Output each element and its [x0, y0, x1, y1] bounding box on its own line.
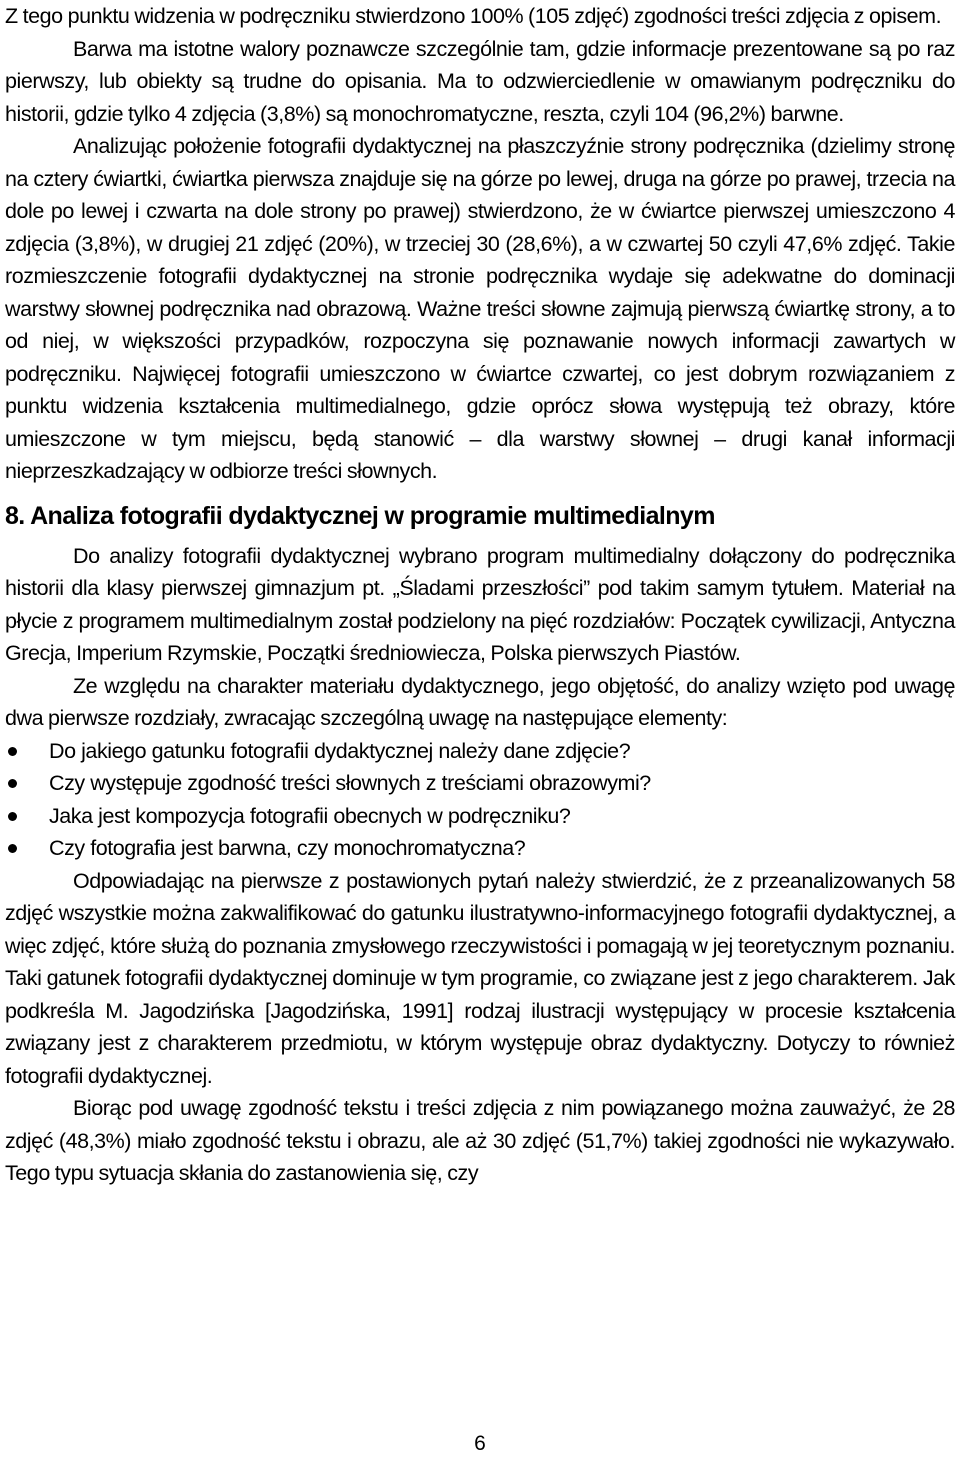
list-item	[5, 735, 955, 768]
paragraph-continuation: Z tego punktu widzenia w podręczniku stwierdzono 100% (105 zdjęć) zgodności treści zdjęcia z opisem.	[5, 4, 942, 28]
paragraph-program-intro: Do analizy fotografii dydaktycznej wybrano program multimedialny dołączony do podręcznika historii dla klasy pierwszej gimnazjum pt. „Śladami przeszłości” pod takim samym tytułem. Materiał na płycie z programem multimedialnym został podzielony na pięć rozdziałów: Początek cywilizacji, Antyczna Grecja, Imperium Rzymskie, Początki średniowiecza, Polska pierwszych Piastów.	[5, 543, 955, 665]
bullet-icon	[8, 779, 17, 788]
page-number: 6	[474, 1432, 486, 1455]
question-text: Do jakiego gatunku fotografii dydaktycznej należy dane zdjęcie?	[49, 738, 631, 763]
list-item	[5, 767, 955, 800]
paragraph-placement: Analizując położenie fotografii dydaktycznej na płaszczyźnie strony podręcznika (dzielimy stronę na cztery ćwiartki, ćwiartka pierwsza znajduje się na górze po lewej, druga na górze po prawej, trzecia na dole po lewej i czwarta na dole strony po prawej) stwierdzono, że w ćwiartce pierwszej umieszczono 4 zdjęcia (3,8%), w drugiej 21 zdjęć (20%), w trzeciej 30 (28,6%), a w czwartej 50 czyli 47,6% zdjęć. Takie rozmieszczenie fotografii dydaktycznej na stronie podręcznika wydaje się adekwatne do dominacji warstwy słownej podręcznika nad obrazową. Ważne treści słowne zajmują pierwszą ćwiartkę strony, a to od niej, w większości przypadków, rozpoczyna się poznawanie nowych informacji zawartych w podręczniku. Najwięcej fotografii umieszczono w ćwiartce czwartej, co jest dobrym rozwiązaniem z punktu widzenia kształcenia multimedialnego, gdzie oprócz słowa występują też obrazy, które umieszczone w tym miejscu, będą stanowić – dla warstwy słownej – drugi kanał informacji nieprzeszkadzający w odbiorze treści słownych.	[5, 134, 955, 483]
paragraph-genre-answer: Odpowiadając na pierwsze z postawionych pytań należy stwierdzić, że z przeanalizowanych 58 zdjęć wszystkie można zakwalifikować do gatunku ilustratywno-informacyjnego fotografii dydaktycznej, a więc zdjęć, które służą do poznania zmysłowego rzeczywistości i pomagają w jej teoretycznym poznaniu. Taki gatunek fotografii dydaktycznej dominuje w tym programie, co związane jest z jego charakterem. Jak podkreśla M. Jagodzińska [Jagodzińska, 1991] rodzaj ilustracji występujący w procesie kształcenia związany jest z charakterem przedmiotu, w którym występuje obraz dydaktyczny. Dotyczy to również fotografii dydaktycznej.	[5, 868, 955, 1088]
bullet-icon	[8, 812, 17, 821]
paragraph-analysis-scope: Ze względu na charakter materiału dydaktycznego, jego objętość, do analizy wzięto pod uwagę dwa pierwsze rozdziały, zwracając szczególną uwagę na następujące elementy:	[5, 673, 955, 730]
paragraph-text-image-match: Biorąc pod uwagę zgodność tekstu i treści zdjęcia z nim powiązanego można zauważyć, że 28 zdjęć (48,3%) miało zgodność tekstu i obrazu, ale aż 30 zdjęć (51,7%) takiej zgodności nie wykazywało. Tego typu sytuacja skłania do zastanowienia się, czy	[5, 1096, 955, 1185]
bullet-icon	[8, 844, 17, 853]
question-text: Czy występuje zgodność treści słownych z treściami obrazowymi?	[49, 771, 651, 795]
list-item	[5, 800, 955, 833]
question-list	[5, 735, 955, 865]
paragraph-color: Barwa ma istotne walory poznawcze szczególnie tam, gdzie informacje prezentowane są po raz pierwszy, lub obiekty są trudne do opisania. Ma to odzwierciedlenie w omawianym podręczniku do historii, gdzie tylko 4 zdjęcia (3,8%) są monochromatyczne, reszta, czyli 104 (96,2%) barwne.	[5, 36, 955, 126]
list-item	[5, 832, 955, 865]
section-heading: 8. Analiza fotografii dydaktycznej w programie multimedialnym	[5, 501, 715, 530]
bullet-icon	[8, 747, 17, 756]
question-text: Czy fotografia jest barwna, czy monochromatyczna?	[49, 836, 526, 860]
document-page	[5, 0, 955, 1190]
question-text: Jaka jest kompozycja fotografii obecnych w podręczniku?	[49, 803, 571, 828]
